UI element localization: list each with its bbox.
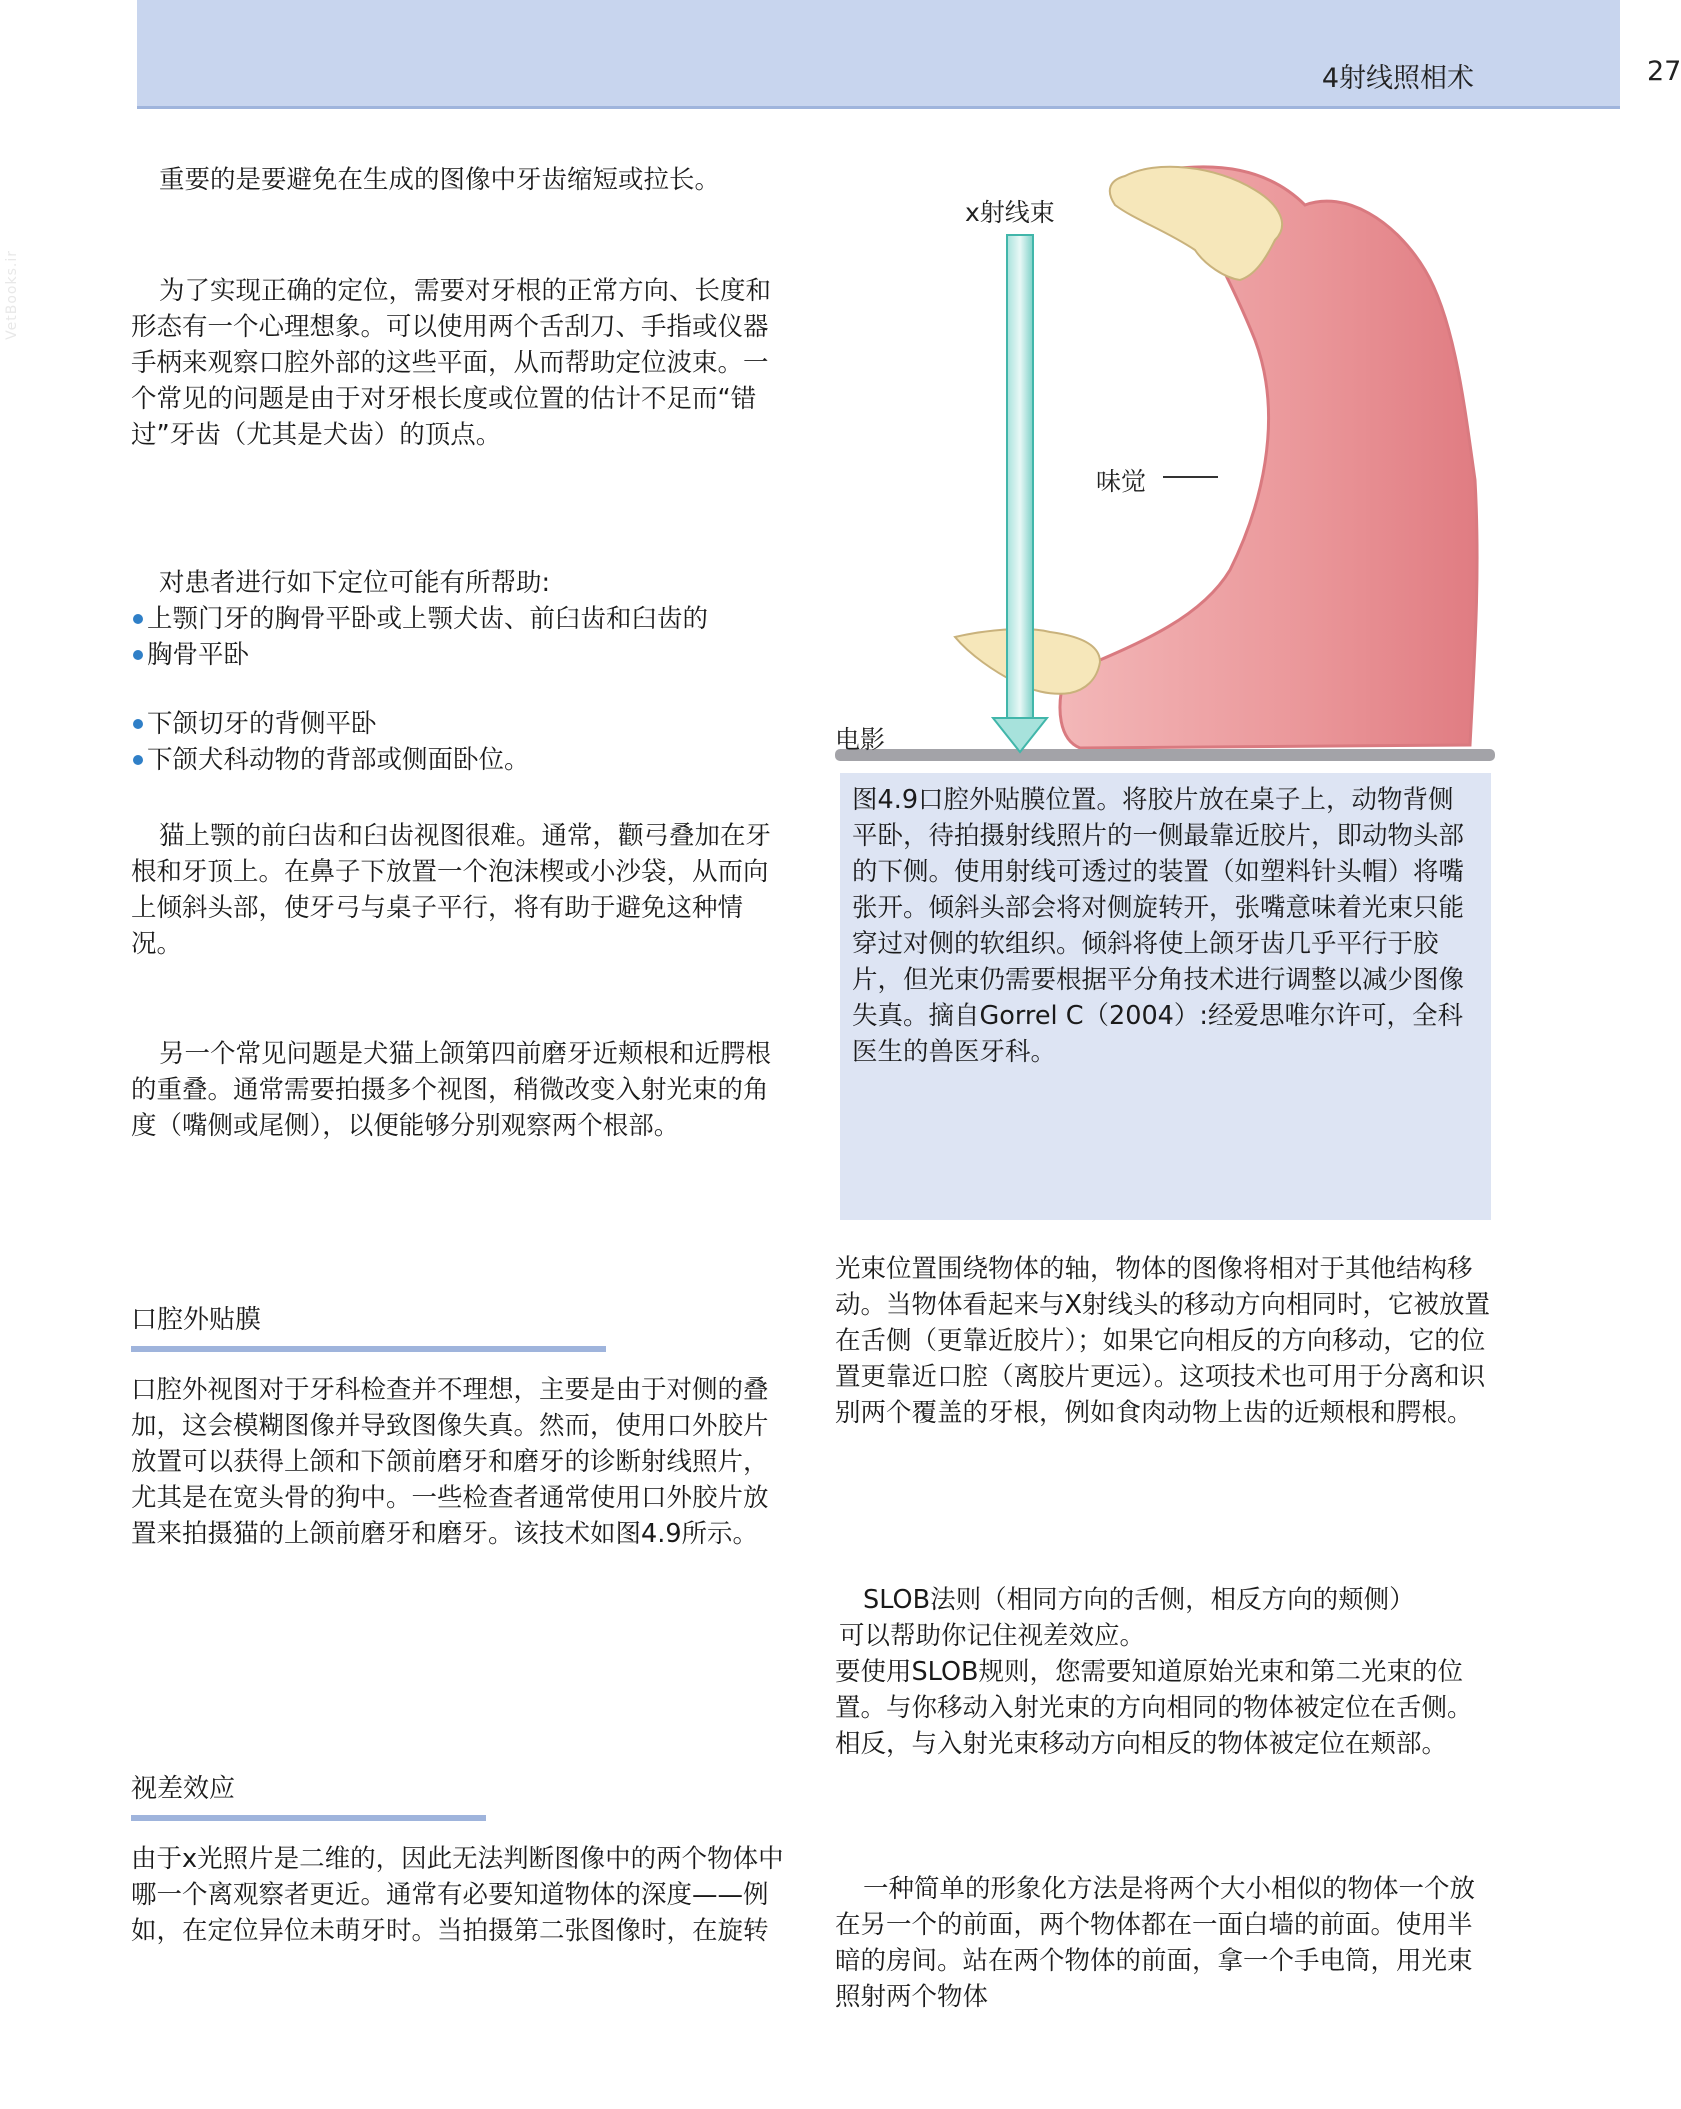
paragraph: 重要的是要避免在生成的图像中牙齿缩短或拉长。 (159, 165, 721, 195)
section-parallax (131, 1771, 791, 1949)
list-item (131, 706, 791, 742)
list-item-text: 胸骨平卧 (147, 640, 250, 670)
bullet-list-upper (131, 601, 791, 673)
section-extraoral (131, 1302, 791, 1552)
paragraph: SLOB法则（相同方向的舌侧，相反方向的颊侧） (863, 1585, 1415, 1615)
list-item (131, 601, 791, 637)
paragraph: 可以帮助你记住视差效应。 (839, 1621, 1146, 1651)
list-item (131, 742, 791, 778)
left-paragraph-4 (131, 818, 791, 962)
paragraph: 另一个常见问题是犬猫上颌第四前磨牙近颊根和近腭根的重叠。通常需要拍摄多个视图，稍微改变入射光束的角度（嘴侧或尾侧），以便能够分别观察两个根部。 (131, 1039, 772, 1141)
paragraph: 一种简单的形象化方法是将两个大小相似的物体一个放在另一个的前面，两个物体都在一面白墙的前面。使用半暗的房间。站在两个物体的前面，拿一个手电筒，用光束照射两个物体 (835, 1874, 1476, 2012)
extraoral-film-illustration (835, 150, 1495, 770)
right-paragraph-1 (835, 1251, 1495, 1431)
list-item-text: 下颌切牙的背侧平卧 (147, 709, 377, 739)
section-heading: 视差效应 (131, 1774, 236, 1804)
bullet-icon (133, 719, 143, 729)
list-item-text: 上颚门牙的胸骨平卧或上颚犬齿、前臼齿和臼齿的 (147, 604, 709, 634)
chapter-title: 4射线照相术 (1321, 63, 1474, 94)
caption-text: 图4.9口腔外贴膜位置。将胶片放在桌子上，动物背侧平卧，待拍摄射线照片的一侧最靠近胶片，即动物头部的下侧。使用射线可透过的装置（如塑料针头帽）将嘴张开。倾斜头部会将对侧旋转开，张嘴意味着光束只能穿过对侧的软组织。倾斜将使上颌牙齿几乎平行于胶片，但光束仍需要根据平分角技术进行调整以减少图像失真。摘自Gorrel C（2004）:经爱思唯尔许可，全科医生的兽医牙科。 (852, 785, 1465, 1067)
paragraph: 口腔外视图对于牙科检查并不理想，主要是由于对侧的叠加，这会模糊图像并导致图像失真。然而，使用口外胶片放置可以获得上颌和下颌前磨牙和磨牙的诊断射线照片，尤其是在宽头骨的狗中。一些检查者通常使用口外胶片放置来拍摄猫的上颌前磨牙和磨牙。该技术如图4.9所示。 (131, 1375, 769, 1549)
xray-beam (1007, 235, 1033, 720)
right-paragraph-2 (835, 1582, 1495, 1762)
bullet-icon (133, 650, 143, 660)
left-paragraph-1 (131, 162, 791, 198)
left-positioning-list (131, 565, 791, 778)
list-item (131, 637, 791, 673)
heading-rule (131, 1815, 486, 1821)
paragraph: 由于x光照片是二维的，因此无法判断图像中的两个物体中哪一个离观察者更近。通常有必要知道物体的深度——例如，在定位异位未萌牙时。当拍摄第二张图像时，在旋转 (131, 1844, 784, 1946)
list-intro: 对患者进行如下定位可能有所帮助: (159, 568, 551, 598)
taste-label: 味觉 (1096, 467, 1147, 496)
bullet-list-lower (131, 706, 791, 778)
watermark: VetBooks.ir (4, 250, 20, 340)
right-paragraph-3 (835, 1871, 1495, 2015)
paragraph: 要使用SLOB规则，您需要知道原始光束和第二光束的位置。与你移动入射光束的方向相同的物体被定位在舌侧。相反，与入射光束移动方向相反的物体被定位在颊部。 (835, 1657, 1473, 1759)
heading-rule (131, 1346, 606, 1352)
page-number: 27 (1647, 56, 1681, 87)
left-paragraph-5 (131, 1036, 791, 1144)
left-paragraph-2 (131, 273, 791, 453)
figure-caption (840, 773, 1491, 1220)
film-label: 电影 (835, 725, 886, 754)
page-header (137, 0, 1681, 109)
section-heading: 口腔外贴膜 (131, 1305, 262, 1335)
header-divider (1627, 0, 1629, 106)
paragraph: 猫上颚的前臼齿和臼齿视图很难。通常，颧弓叠加在牙根和牙顶上。在鼻子下放置一个泡沫楔或小沙袋，从而向上倾斜头部，使牙弓与桌子平行，将有助于避免这种情况。 (131, 821, 772, 959)
bullet-icon (133, 614, 143, 624)
paragraph: 光束位置围绕物体的轴，物体的图像将相对于其他结构移动。当物体看起来与X射线头的移动方向相同时，它被放置在舌侧（更靠近胶片）；如果它向相反的方向移动，它的位置更靠近口腔（离胶片更远）。这项技术也可用于分离和识别两个覆盖的牙根，例如食肉动物上齿的近颊根和腭根。 (835, 1254, 1490, 1428)
xray-beam-arrowhead (993, 718, 1047, 752)
figure-4-9 (835, 150, 1495, 770)
xray-beam-label: x射线束 (965, 198, 1055, 227)
paragraph: 为了实现正确的定位，需要对牙根的正常方向、长度和形态有一个心理想象。可以使用两个舌刮刀、手指或仪器手柄来观察口腔外部的这些平面，从而帮助定位波束。一个常见的问题是由于对牙根长度或位置的估计不足而“错过”牙齿（尤其是犬齿）的顶点。 (131, 276, 772, 450)
soft-tissue-shape (1060, 167, 1477, 748)
list-item-text: 下颌犬科动物的背部或侧面卧位。 (147, 745, 530, 775)
bullet-icon (133, 755, 143, 765)
film-plate (835, 749, 1495, 761)
